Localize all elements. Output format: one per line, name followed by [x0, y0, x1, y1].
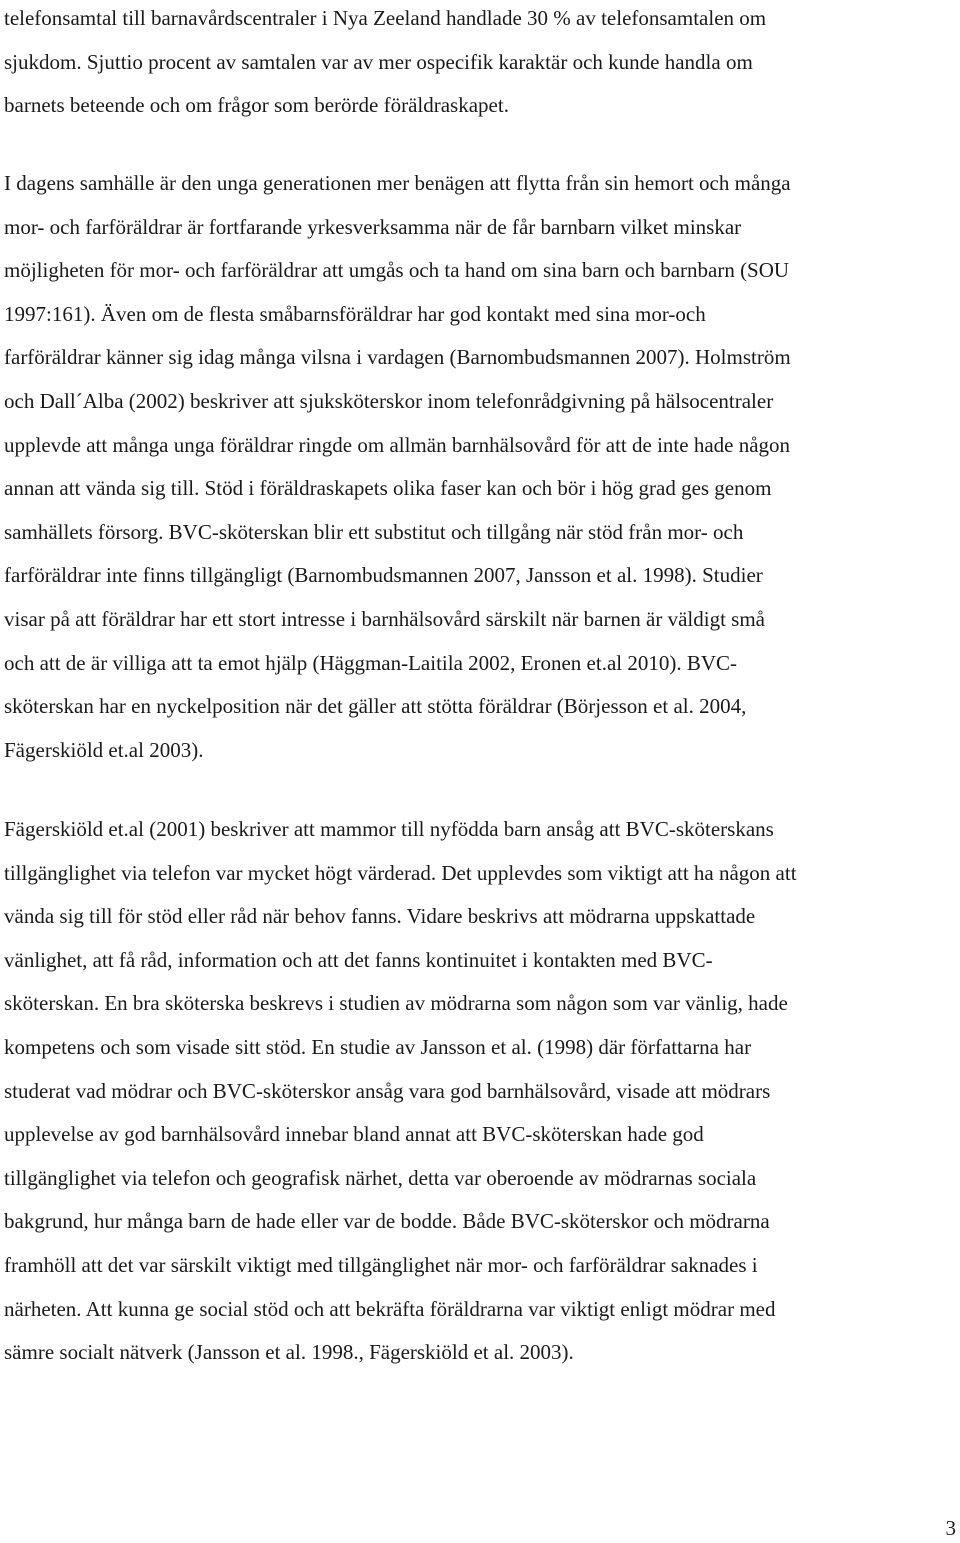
paragraph-fagerskiold	[4, 808, 797, 1375]
text-line: upplevelse av god barnhälsovård innebar bland annat att BVC-sköterskan hade god	[4, 1122, 704, 1147]
text-line: vända sig till för stöd eller råd när behov fanns. Vidare beskrivs att mödrarna uppskattade	[4, 904, 756, 929]
text-line: farföräldrar känner sig idag många vilsna i vardagen (Barnombudsmannen 2007). Holmström	[4, 345, 791, 370]
text-line: tillgänglighet via telefon var mycket högt värderad. Det upplevdes som viktigt att ha någon att	[4, 860, 797, 885]
text-line: möjligheten för mor- och farföräldrar att umgås och ta hand om sina barn och barnbarn (SOU	[4, 258, 790, 283]
text-line: kompetens och som visade sitt stöd. En studie av Jansson et al. (1998) där författarna har	[4, 1034, 752, 1059]
text-line: och Dall´Alba (2002) beskriver att sjuksköterskor inom telefonrådgivning på hälsocentraler	[4, 388, 774, 413]
text-line: sköterskan har en nyckelposition när det gäller att stötta föräldrar (Börjesson et al. 2004,	[4, 694, 747, 719]
text-line: tillgänglighet via telefon och geografisk närhet, detta var oberoende av mödrarnas sociala	[4, 1165, 757, 1190]
text-line: bakgrund, hur många barn de hade eller var de bodde. Både BVC-sköterskor och mödrarna	[4, 1209, 770, 1234]
text-line: farföräldrar inte finns tillgängligt (Barnombudsmannen 2007, Jansson et al. 1998). Studier	[4, 563, 763, 588]
text-line: vänlighet, att få råd, information och att det fanns kontinuitet i kontakten med BVC-	[4, 947, 713, 972]
page-number: 3	[945, 1516, 956, 1540]
text-line: Fägerskiöld et.al 2003).	[4, 737, 204, 762]
text-line: och att de är villiga att ta emot hjälp (Häggman-Laitila 2002, Eronen et.al 2010). BVC-	[4, 650, 738, 675]
text-line: 1997:161). Även om de flesta småbarnsföräldrar har god kontakt med sina mor-och	[4, 301, 706, 326]
text-line: närheten. Att kunna ge social stöd och att bekräfta föräldrarna var viktigt enligt mödrar med	[4, 1296, 776, 1321]
text-line: framhöll att det var särskilt viktigt med tillgänglighet när mor- och farföräldrar saknades i	[4, 1252, 758, 1277]
text-line: visar på att föräldrar har ett stort intresse i barnhälsovård särskilt när barnen är väldigt små	[4, 606, 765, 631]
text-line: Fägerskiöld et.al (2001) beskriver att mammor till nyfödda barn ansåg att BVC-sköterskans	[4, 817, 774, 841]
paragraph-generations	[4, 162, 791, 772]
text-line: sämre socialt nätverk (Jansson et al. 1998., Fägerskiöld et al. 2003).	[4, 1340, 574, 1365]
text-line: I dagens samhälle är den unga generationen mer benägen att flytta från sin hemort och många	[4, 171, 791, 195]
text-line: samhällets försorg. BVC-sköterskan blir ett substitut och tillgång när stöd från mor- och	[4, 519, 744, 544]
text-line: barnets beteende och om frågor som berörde föräldraskapet.	[4, 93, 509, 118]
text-line: sjukdom. Sjuttio procent av samtalen var av mer ospecifik karaktär och kunde handla om	[4, 49, 753, 74]
text-line: mor- och farföräldrar är fortfarande yrkesverksamma när de får barnbarn vilket minskar	[4, 214, 742, 239]
paragraph-intro	[4, 0, 766, 128]
text-line: upplevde att många unga föräldrar ringde om allmän barnhälsovård för att de inte hade någon	[4, 432, 791, 457]
text-line: telefonsamtal till barnavårdscentraler i Nya Zeeland handlade 30 % av telefonsamtalen om	[4, 6, 767, 30]
text-line: sköterskan. En bra sköterska beskrevs i studien av mödrarna som någon som var vänlig, hade	[4, 991, 788, 1016]
text-line: annan att vända sig till. Stöd i föräldraskapets olika faser kan och bör i hög grad ges genom	[4, 476, 772, 501]
text-line: studerat vad mödrar och BVC-sköterskor ansåg vara god barnhälsovård, visade att mödrars	[4, 1078, 771, 1103]
